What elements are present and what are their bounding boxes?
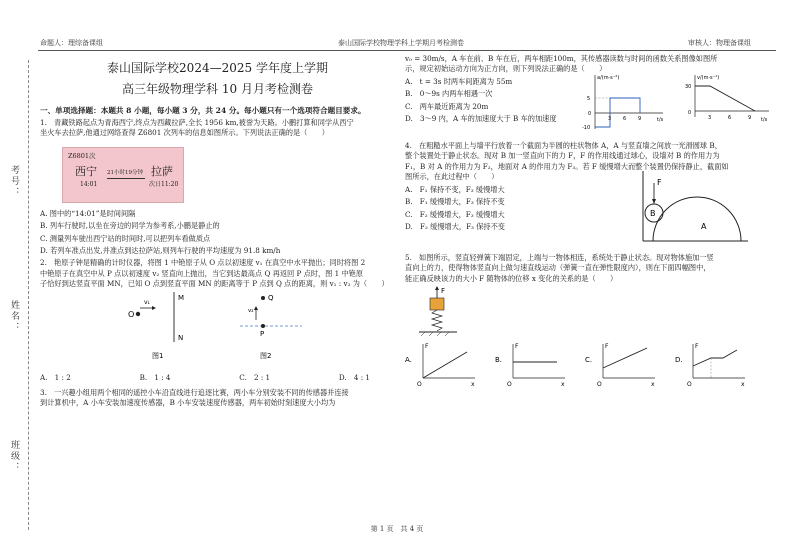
binding-line [28,60,29,530]
point-o-label: O [128,309,135,319]
x-axis-label: x [471,380,475,388]
tick-label: 6 [623,115,627,122]
velocity-graph [685,75,769,123]
right-column [405,54,775,397]
spring-block-figure [419,286,457,336]
question-2-text: 中铯原子在真空中从 P 点以初速度 v₂ 竖直向上抛出，当它到达最高点 Q 再返回 P 点时，图 1 中铯原 [40,268,364,278]
tick-label: 5 [587,95,591,102]
acceleration-axis-label: a/(m·s⁻²) [597,74,620,81]
figure-1 [128,292,184,360]
q4-option-b[interactable]: B. F₁ 缓慢增大，F₃ 保持不变 [405,197,505,207]
header-divider [38,50,776,51]
time-axis-label: t/s [761,116,768,123]
figure-1-caption: 图1 [152,351,164,360]
question-4-text: 整个装置处于静止状态。现对 B 加一竖直向下的力 F，F 的作用线通过球心，设墙对 B 的作用力为 [405,151,720,161]
q1-option-c[interactable]: C. 测量列车驶出西宁站的时间时,可以把列车看做质点 [40,233,211,243]
header-author: 命题人：理综备课组 [40,39,103,47]
q1-option-b[interactable]: B. 列车行驶时,以坐在旁边的同学为参考系,小鹏是静止的 [40,221,220,231]
train-ticket-figure [62,147,184,203]
point-p-label: P [260,329,265,338]
velocity-axis-label: v/(m·s⁻¹) [697,74,720,81]
q3-option-d[interactable]: D. 3～9 内，A 车的加速度大于 B 车的加速度 [405,114,557,124]
spring-force-figures [405,284,775,394]
block-a-label: A [701,221,707,231]
x-axis-label: x [651,380,655,388]
tick-label: 9 [748,114,752,121]
route-arrow [107,178,145,179]
question-5-text: 5. 如图所示，竖直轻弹簧下端固定，上端与一物体相连，系统处于静止状态。现对物体施加一竖 [405,252,714,262]
exam-title-course: 高三年级物理学科 10 月月考检测卷 [122,82,313,97]
question-4-text: 4. 在粗糙水平面上与墙平行放着一个截面为半圆的柱状物体 A，A 与竖直墙之间放一光滑圆球 B， [405,140,722,150]
q4-option-a[interactable]: A. F₁ 保持不变，F₃ 缓慢增大 [405,184,505,194]
train-number: Z6801次 [68,151,96,160]
figure-2-caption: 图2 [260,351,272,360]
question-2-text: 子恰好到达竖直平面 MN，已知 O 点到竖直平面 MN 的距离等于 P 点到 Q 点的距离，则 v₁ : v₂ 为（ ） [40,279,389,289]
origin-label: O [417,380,422,388]
question-3-text: 到计算机中，A 小车安装加速度传感器，B 小车安装速度传感器，两车初始时刻速度大小均为 [40,398,336,408]
q2-option-d[interactable]: D. 4 : 1 [338,373,370,383]
tick-label: 6 [728,114,732,121]
force-f-label: F [441,286,446,295]
question-3-text: v₀ = 30m/s，A 车在前、B 车在后，两车相距100m，其传感器读数与时间的函数关系图像如图所 [405,54,718,63]
point-q-label: Q [268,293,274,302]
q2-option-b[interactable]: B. 1 : 4 [139,373,171,383]
velocity-v1-label: v₁ [144,298,150,306]
graph-c-label: C. [585,355,593,364]
f-axis-label: F [605,342,609,350]
page-footer: 第 1 页 共 4 页 [370,525,424,533]
class-label: 班级： [9,440,19,473]
student-name-label: 姓名： [9,300,19,333]
question-2-text: 2. 艳原子钟是精确的计时仪器，将图 1 中铯原子从 O 点以初速度 v₁ 在真空中水平抛出；同时将图 2 [40,258,366,268]
q3-block [405,75,775,141]
x-axis-label: x [741,380,745,388]
departure-station: 西宁 [75,164,97,178]
q1-option-d[interactable]: D. 若列车准点出发,并准点到达拉萨站,则列车行驶的平均速度为 91.8 km/h [40,245,281,255]
origin-label: O [597,380,602,388]
f-axis-label: F [425,342,429,350]
tick-label: 3 [608,115,612,122]
tick-label: 3 [708,114,712,121]
q3-option-c[interactable]: C. 两车最近距离为 20m [405,101,489,111]
q3-options [405,75,557,127]
plane-n-label: N [178,333,184,342]
graph-option-c[interactable] [585,343,655,388]
graph-option-d[interactable] [675,343,745,388]
wall-sphere-figure [623,161,753,251]
question-5-text: 直向上的力，使得物体竖直向上做匀速直线运动（弹簧一直在弹性限度内），则在下面四幅图中， [405,263,711,273]
q3-motion-graphs [573,71,773,141]
velocity-v2-label: v₂ [248,307,254,314]
tick-label: 0 [588,110,592,117]
q3-option-a[interactable]: A. t = 3s 时两车间距离为 55m [405,76,513,86]
question-3-text: 示，规定初始运动方向为正方向，则下列说法正确的是（ ） [405,64,607,74]
force-f-label: F [657,177,662,187]
question-1-text: 坐火车去拉萨,他通过网络查得 Z6801 次列车的信息如图所示。下列说法正确的是（ ） [40,128,329,138]
graph-a-label: A. [405,355,412,364]
acceleration-graph [582,75,664,131]
tick-label: 9 [638,115,642,122]
arrival-time: 次日11:20 [149,180,179,188]
origin-label: O [507,380,512,388]
q3-option-b[interactable]: B. 0～9s 内两车相遇一次 [405,89,493,99]
f-axis-label: F [515,342,519,350]
q4-option-c[interactable]: C. F₂ 缓慢增大，F₃ 缓慢增大 [405,209,505,219]
exam-number-label: 考号： [9,165,19,198]
atomic-clock-figures [40,290,395,366]
departure-time: 14:01 [80,180,98,188]
graph-b-label: B. [495,355,503,364]
time-axis-label: t/s [657,116,664,123]
section-heading: 一、单项选择题：本题共 8 小题，每小题 3 分，共 24 分。每小题只有一个选项符合题目要求。 [40,105,366,115]
graph-option-b[interactable] [495,343,565,388]
q1-option-a[interactable]: A. 图中的“14:01”是时间间隔 [40,208,136,218]
x-axis-label: x [561,380,565,388]
graph-option-a[interactable] [405,343,475,388]
question-5-text: 能正确反映该力的大小 F 随物体的位移 x 变化的关系的是（ ） [405,273,618,283]
header-reviewer: 审核人：物理备课组 [688,39,751,47]
tick-label: -10 [582,124,591,131]
sphere-b-label: B [650,208,656,218]
q4-option-d[interactable]: D. F₂ 缓慢增大，F₃ 保持不变 [405,221,505,231]
trip-duration: 21小时19分钟 [107,169,143,176]
question-3-text: 3. 一兴趣小组用两个相同的遥控小车沿直线进行追逐比赛，两小车分别安装不同的传感器并连接 [40,387,349,397]
plane-m-label: M [178,293,185,302]
q2-options [40,373,370,383]
exam-title-school: 泰山国际学校2024—2025 学年度上学期 [107,61,328,75]
arrival-station: 拉萨 [151,164,173,178]
tick-label: 30 [685,83,692,90]
question-4-text: 图所示，在此过程中（ ） [405,172,499,182]
q4-options [405,183,505,235]
q2-option-a[interactable]: A. 1 : 2 [40,373,71,383]
f-axis-label: F [695,342,699,350]
header-title: 泰山国际学校物理学科上学期月考检测卷 [338,39,464,47]
origin-label: O [687,380,692,388]
figure-2 [240,294,302,360]
question-4-text: F₁，B 对 A 的作用力为 F₂，地面对 A 的作用力为 F₃。若 F 缓慢增大而整个装置仍保持静止，截面如 [405,161,729,171]
graph-d-label: D. [675,355,683,364]
q2-option-c[interactable]: C. 2 : 1 [239,373,271,383]
question-1-text: 1. 青藏铁路起点为青海西宁,终点为西藏拉萨,全长 1956 km,被誉为天路。小鹏打算和同学从西宁 [40,117,354,127]
tick-label: 0 [688,109,692,116]
left-column [40,54,395,408]
